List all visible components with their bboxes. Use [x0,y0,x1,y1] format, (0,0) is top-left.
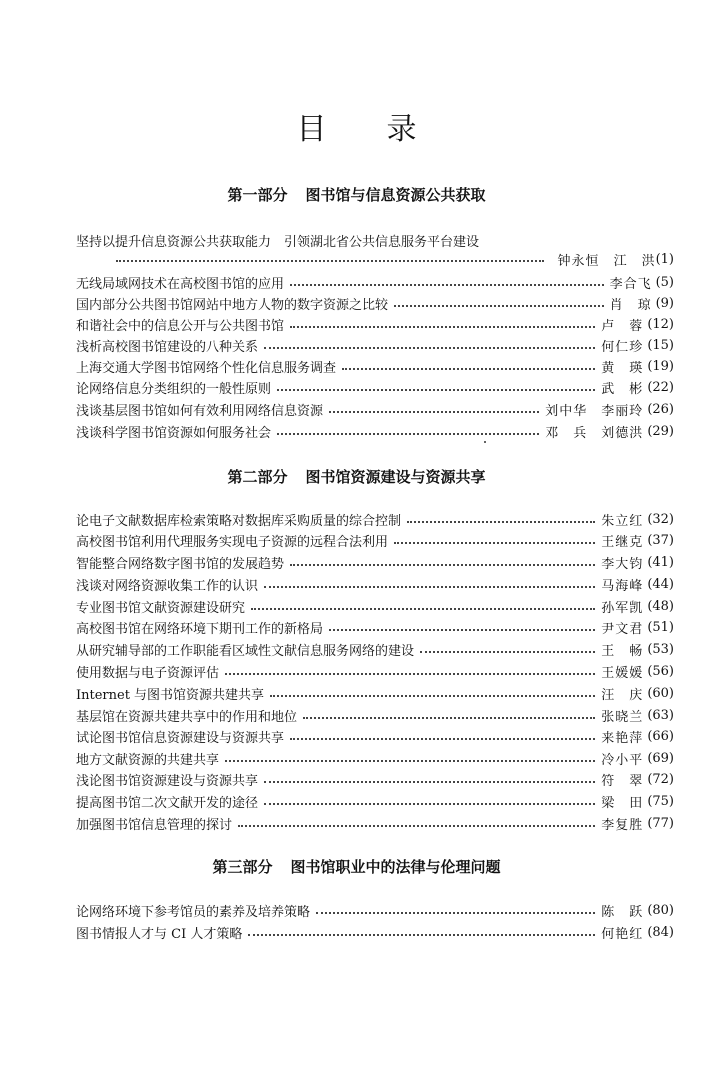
entry-title: 图书情报人才与 CI 人才策略 [76,926,243,942]
entry-title: 试论图书馆信息资源建设与资源共享 [76,730,285,746]
toc-entry[interactable] [76,769,674,789]
toc-entry[interactable] [76,552,674,572]
entry-page: (41) [647,554,674,570]
entry-title: 从研究辅导部的工作职能看区域性文献信息服务网络的建设 [76,643,415,659]
page-title [0,104,713,148]
entry-page: (22) [647,379,674,395]
entry-page: (51) [647,619,674,635]
entry-page: (12) [647,316,674,332]
entry-title: 浅论图书馆资源建设与资源共享 [76,773,259,789]
entry-author: 何艳红 [601,926,644,942]
entry-title: 智能整合网络数字图书馆的发展趋势 [76,556,285,572]
dot-leader [342,367,595,370]
entry-title: Internet 与图书馆资源共建共享 [76,687,265,703]
entry-page: (32) [647,511,674,527]
toc-entry[interactable] [76,314,674,334]
toc-entry[interactable] [76,683,674,703]
entry-title: 高校图书馆在网络环境下期刊工作的新格局 [76,621,324,637]
entry-author: 孙军凯 [601,600,644,616]
dot-leader [277,388,595,391]
toc-entry-lead-subline [76,249,674,269]
toc-entry[interactable] [76,661,674,681]
toc-entry[interactable] [76,530,674,550]
part1-name: 图书馆与信息资源公共获取 [305,186,486,204]
toc-entry[interactable] [76,293,674,313]
entry-author: 汪 庆 [601,687,644,703]
entry-author: 李合飞 [609,276,652,292]
toc-entry[interactable] [76,705,674,725]
entry-author: 马海峰 [601,578,644,594]
toc-entry[interactable] [76,377,674,397]
part3-label: 第三部分 [212,858,273,876]
title-char-1: 目 [296,112,327,147]
dot-leader [394,541,595,544]
entry-author: 王媛媛 [601,665,644,681]
toc-entry[interactable] [76,509,674,529]
entry-page: (77) [647,815,674,831]
entry-title: 提高图书馆二次文献开发的途径 [76,795,259,811]
entry-title: 浅谈科学图书馆资源如何服务社会 [76,425,272,441]
toc-entry[interactable] [76,356,674,376]
entry-page: (15) [647,337,674,353]
toc-entry[interactable] [76,617,674,637]
entry-page: (75) [647,793,674,809]
entry-author: 张晓兰 [601,709,644,725]
entry-page: (44) [647,576,674,592]
entry-title: 坚持以提升信息资源公共获取能力 引领湖北省公共信息服务平台建设 [76,234,480,250]
entry-page: (72) [647,771,674,787]
entry-title: 无线局域网技术在高校图书馆的应用 [76,276,285,292]
entry-page: (29) [647,423,674,439]
entry-author: 尹文君 [601,621,644,637]
dot-leader [116,260,544,262]
entry-page: (63) [647,707,674,723]
entry-page: (60) [647,685,674,701]
entry-author: 冷小平 [601,752,644,768]
entry-title: 地方文献资源的共建共享 [76,752,220,768]
toc-entry[interactable] [76,639,674,659]
entry-author: 刘中华 李丽玲 [545,403,644,419]
entry-title: 基层馆在资源共建共享中的作用和地位 [76,709,298,725]
entry-page: (84) [647,924,674,940]
dot-leader [270,694,595,697]
entry-title: 论网络环境下参考馆员的素养及培养策略 [76,904,311,920]
entry-title: 浅析高校图书馆建设的八种关系 [76,339,259,355]
toc-entry[interactable] [76,748,674,768]
entry-author: 李复胜 [601,817,644,833]
dot-leader [225,759,595,762]
entry-author: 王 畅 [601,643,644,659]
entry-title: 浅谈基层图书馆如何有效利用网络信息资源 [76,403,324,419]
entry-title: 浅谈对网络资源收集工作的认识 [76,578,259,594]
toc-entry[interactable] [76,335,674,355]
part1-heading [0,184,713,205]
entry-author: 邓 兵 刘德洪 [545,425,644,441]
entry-title: 专业图书馆文献资源建设研究 [76,600,246,616]
entry-title: 论电子文献数据库检索策略对数据库采购质量的综合控制 [76,513,402,529]
dot-leader [238,824,595,827]
entry-page: (19) [647,358,674,374]
entry-title: 国内部分公共图书馆网站中地方人物的数字资源之比较 [76,297,389,313]
entry-title: 和谐社会中的信息公开与公共图书馆 [76,318,285,334]
dot-leader [316,911,595,914]
dot-leader [277,432,539,435]
entry-author: 陈 跃 [601,904,644,920]
entry-author: 肖 琼 [609,297,652,313]
entry-title: 论网络信息分类组织的一般性原则 [76,381,272,397]
dot-leader [264,585,595,588]
dot-leader [394,304,604,307]
entry-author: 武 彬 [601,381,644,397]
toc-entry[interactable] [76,813,674,833]
entry-page: (48) [647,598,674,614]
entry-page: (66) [647,728,674,744]
entry-author: 钟永恒 [557,253,600,269]
entry-author: 朱立红 [601,513,644,529]
part2-label: 第二部分 [227,468,288,486]
entry-author: 符 翠 [601,773,644,789]
toc-entry[interactable] [76,791,674,811]
entry-page: (80) [647,902,674,918]
dot-leader [248,933,595,936]
toc-entry[interactable] [76,272,674,292]
entry-author: 王继克 [601,534,644,550]
dot-leader [303,716,595,719]
toc-entry[interactable] [76,399,674,419]
dot-leader [264,780,595,783]
entry-page: (37) [647,532,674,548]
part1-label: 第一部分 [227,186,288,204]
entry-author: 何仁珍 [601,339,644,355]
entry-page: (1) [655,251,674,267]
entry-page: (53) [647,641,674,657]
title-char-2: 录 [386,112,417,147]
ink-speck [484,441,486,443]
entry-title: 上海交通大学图书馆网络个性化信息服务调查 [76,360,337,376]
toc-entry-lead[interactable] [76,230,674,250]
entry-author: 李大钧 [601,556,644,572]
entry-page: (9) [655,295,674,311]
part3-heading [0,856,713,877]
entry-page: (69) [647,750,674,766]
toc-entry[interactable] [76,596,674,616]
entry-title: 使用数据与电子资源评估 [76,665,220,681]
entry-page: (26) [647,401,674,417]
part3-name: 图书馆职业中的法律与伦理问题 [290,858,501,876]
entry-page: (5) [655,274,674,290]
part2-heading [0,466,713,487]
toc-entry[interactable] [76,421,674,441]
dot-leader [264,802,595,805]
dot-leader [290,283,604,286]
toc-entry[interactable] [76,726,674,746]
entry-author: 梁 田 [601,795,644,811]
dot-leader [329,410,539,413]
entry-title: 高校图书馆利用代理服务实现电子资源的远程合法利用 [76,534,389,550]
dot-leader [290,737,595,740]
dot-leader [290,563,595,566]
dot-leader [264,346,595,349]
toc-entry[interactable] [76,900,674,920]
dot-leader [251,607,595,610]
entry-author: 来艳萍 [601,730,644,746]
entry-title: 加强图书馆信息管理的探讨 [76,817,233,833]
entry-page: (56) [647,663,674,679]
dot-leader [290,325,595,328]
dot-leader [225,672,595,675]
toc-entry[interactable] [76,922,674,942]
entry-author: 江 洪 [613,253,656,269]
toc-entry[interactable] [76,574,674,594]
dot-leader [407,520,595,523]
part2-name: 图书馆资源建设与资源共享 [305,468,486,486]
dot-leader [420,650,595,653]
entry-author: 黄 瑛 [601,360,644,376]
entry-author: 卢 蓉 [601,318,644,334]
dot-leader [329,628,595,631]
